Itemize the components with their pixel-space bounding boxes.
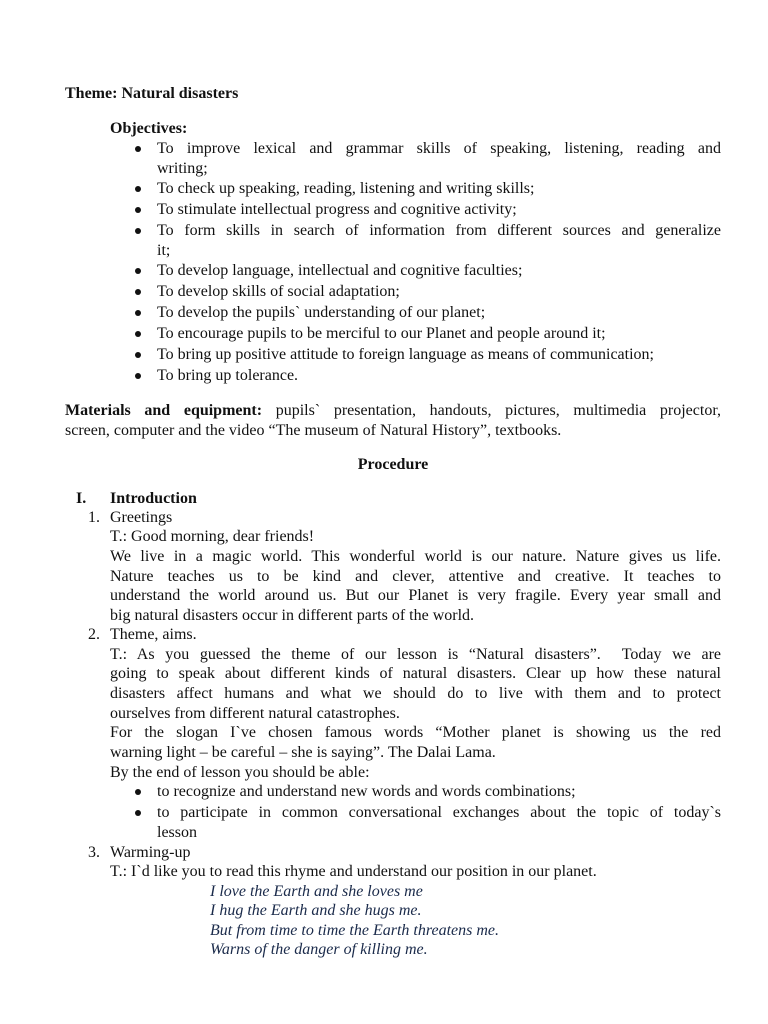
bullet-icon xyxy=(135,331,141,337)
bullet-icon xyxy=(135,373,141,379)
step-1-number: 1. xyxy=(88,509,100,526)
objective-item-7: To develop the pupils` understanding of our planet; xyxy=(157,304,486,321)
bullet-icon xyxy=(135,228,141,234)
step-2-title: Theme, aims. xyxy=(110,626,197,643)
step-1-line-1: T.: Good morning, dear friends! xyxy=(110,528,315,545)
theme-label: Theme: xyxy=(65,85,118,102)
materials-line-2: screen, computer and the video “The museum of Natural History”, textbooks. xyxy=(65,422,562,439)
step-2-line-4: ourselves from different natural catastrophes. xyxy=(110,705,400,722)
objective-item-3: To stimulate intellectual progress and cognitive activity; xyxy=(157,201,517,218)
step-3-line-1: T.: I`d like you to read this rhyme and understand our position in our planet. xyxy=(110,863,597,880)
bullet-icon xyxy=(135,352,141,358)
objective-item-1-line-1: To improve lexical and grammar skills of speaking, listening, reading and xyxy=(157,140,721,157)
aim-bullet-2-line-1: to participate in common conversational exchanges about the topic of today`s xyxy=(157,804,721,821)
step-2-line-6: warning light – be careful – she is saying”. The Dalai Lama. xyxy=(110,744,496,761)
bullet-icon xyxy=(135,268,141,274)
step-2-number: 2. xyxy=(88,626,100,643)
procedure-heading: Procedure xyxy=(357,456,429,473)
poem-line-4: Warns of the danger of killing me. xyxy=(210,941,428,958)
objective-item-2: To check up speaking, reading, listening and writing skills; xyxy=(157,180,535,197)
aim-bullet-1: to recognize and understand new words and words combinations; xyxy=(157,783,576,800)
aim-bullet-2-line-2: lesson xyxy=(157,824,197,841)
section-title: Introduction xyxy=(110,490,197,507)
step-1-title: Greetings xyxy=(110,509,173,526)
objectives-heading: Objectives: xyxy=(110,120,188,137)
step-3-number: 3. xyxy=(88,844,100,861)
bullet-icon xyxy=(135,810,141,816)
objective-item-1-line-2: writing; xyxy=(157,160,208,177)
step-1-line-3: Nature teaches us to be kind and clever, attentive and creative. It teaches to xyxy=(110,568,721,585)
bullet-icon xyxy=(135,146,141,152)
poem-line-3: But from time to time the Earth threatens me. xyxy=(210,922,499,939)
objective-item-10: To bring up tolerance. xyxy=(157,367,299,384)
bullet-icon xyxy=(135,186,141,192)
poem-line-1: I love the Earth and she loves me xyxy=(210,883,423,900)
step-2-line-3: disasters affect humans and what we should do to live with them and to protect xyxy=(110,685,721,702)
objective-item-6: To develop skills of social adaptation; xyxy=(157,283,400,300)
step-2-line-1: T.: As you guessed the theme of our lesson is “Natural disasters”. Today we are xyxy=(110,646,721,663)
materials-line-1 xyxy=(65,401,721,421)
objective-item-9: To bring up positive attitude to foreign language as means of communication; xyxy=(157,346,654,363)
materials-text-1: pupils` presentation, handouts, pictures, multimedia projector, xyxy=(275,402,722,419)
step-3-title: Warming-up xyxy=(110,844,191,861)
step-1-line-5: big natural disasters occur in different parts of the world. xyxy=(110,607,475,624)
section-numeral: I. xyxy=(76,490,87,507)
step-1-line-2: We live in a magic world. This wonderful world is our nature. Nature gives us life. xyxy=(110,548,721,565)
bullet-icon xyxy=(135,310,141,316)
theme-value: Natural disasters xyxy=(121,85,239,102)
theme-line xyxy=(65,84,238,104)
bullet-icon xyxy=(135,207,141,213)
objective-item-5: To develop language, intellectual and cognitive faculties; xyxy=(157,262,523,279)
materials-label: Materials and equipment: xyxy=(65,402,263,419)
step-2-line-7: By the end of lesson you should be able: xyxy=(110,764,370,781)
bullet-icon xyxy=(135,789,141,795)
step-2-line-5: For the slogan I`ve chosen famous words “Mother planet is showing us the red xyxy=(110,724,721,741)
step-1-line-4: understand the world around us. But our Planet is very fragile. Every year small and xyxy=(110,587,721,604)
objective-item-4-line-1: To form skills in search of information from different sources and generalize xyxy=(157,222,721,239)
poem-line-2: I hug the Earth and she hugs me. xyxy=(210,902,422,919)
objective-item-8: To encourage pupils to be merciful to our Planet and people around it; xyxy=(157,325,606,342)
objective-item-4-line-2: it; xyxy=(157,242,171,259)
bullet-icon xyxy=(135,289,141,295)
step-2-line-2: going to speak about different kinds of natural disasters. Clear up how these natural xyxy=(110,665,721,682)
